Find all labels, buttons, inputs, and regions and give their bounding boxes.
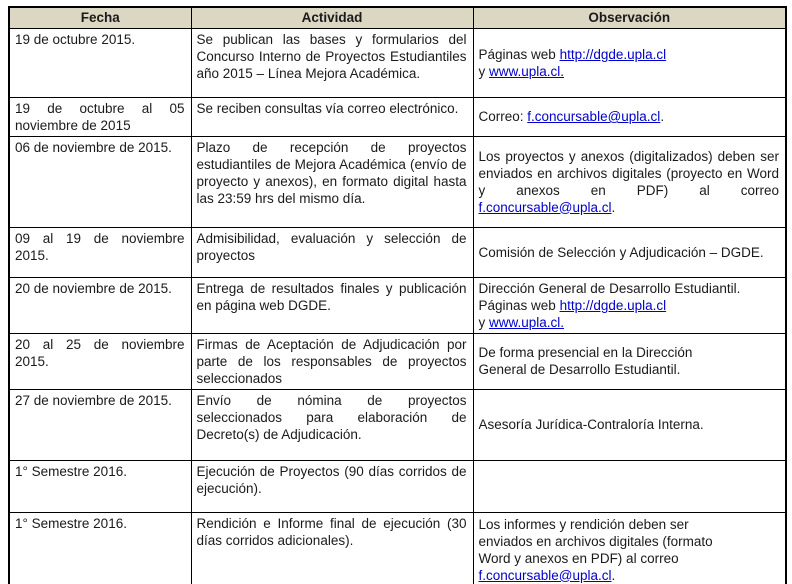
actividad-cell: Admisibilidad, evaluación y selección de proyectos <box>191 227 473 277</box>
actividad-cell: Se publican las bases y formularios del Concurso Interno de Proyectos Estudiantiles año 2015 – Línea Mejora Académica. <box>191 28 473 97</box>
fecha-cell: 1° Semestre 2016. <box>9 512 191 584</box>
column-header-fecha: Fecha <box>9 7 191 28</box>
web-link[interactable]: http://dgde.upla.cl <box>559 297 667 313</box>
text-run: Word y anexos en PDF) al correo <box>478 550 679 566</box>
fecha-cell: 19 de octubre 2015. <box>9 28 191 97</box>
web-link[interactable]: http://dgde.upla.cl <box>559 46 667 62</box>
email-link[interactable]: f.concursable@upla.cl <box>527 109 661 124</box>
table-row <box>9 28 786 97</box>
actividad-cell: Plazo de recepción de proyectos estudiantiles de Mejora Académica (envío de proyecto y anexos), en formato digital hasta las 23:59 hrs del mismo día. <box>191 136 473 227</box>
text-run: Los proyectos y anexos (digitalizados) deben ser enviados en archivos digitales (proyecto en Word y anexos en PDF) al correo <box>478 148 779 198</box>
text-run: Páginas web <box>478 46 560 62</box>
text-run: . <box>660 109 665 124</box>
actividad-cell: Ejecución de Proyectos (90 días corridos de ejecución). <box>191 460 473 512</box>
observacion-cell <box>473 389 786 460</box>
text-run: Asesoría Jurídica-Contraloría Interna. <box>478 417 704 432</box>
observacion-cell <box>473 227 786 277</box>
table-row <box>9 97 786 136</box>
email-link[interactable]: f.concursable@upla.cl <box>478 199 612 215</box>
fecha-cell: 20 al 25 de noviembre 2015. <box>9 333 191 389</box>
column-header-observacion: Observación <box>473 7 786 28</box>
text-run: . <box>611 199 616 215</box>
text-run: y <box>478 63 490 79</box>
fecha-cell: 06 de noviembre de 2015. <box>9 136 191 227</box>
table-row <box>9 460 786 512</box>
table-row <box>9 277 786 333</box>
actividad-cell: Entrega de resultados finales y publicación en página web DGDE. <box>191 277 473 333</box>
table-row <box>9 136 786 227</box>
observacion-cell <box>473 28 786 97</box>
text-run: De forma presencial en la Dirección <box>478 345 693 360</box>
actividad-cell: Se reciben consultas vía correo electrónico. <box>191 97 473 136</box>
observacion-cell <box>473 277 786 333</box>
text-run: Los informes y rendición deben ser <box>478 516 689 532</box>
fecha-cell: 19 de octubre al 05 noviembre de 2015 <box>9 97 191 136</box>
text-run: Correo: <box>478 109 528 124</box>
observacion-cell <box>473 333 786 389</box>
header-row <box>9 7 786 28</box>
text-run: enviados en archivos digitales (formato <box>478 533 713 549</box>
web-link[interactable]: www.upla.cl. <box>489 63 565 79</box>
text-run: Comisión de Selección y Adjudicación – DGDE. <box>478 244 764 260</box>
table-row <box>9 333 786 389</box>
text-run: y <box>478 314 490 330</box>
actividad-cell: Rendición e Informe final de ejecución (30 días corridos adicionales). <box>191 512 473 584</box>
observacion-cell <box>473 460 786 512</box>
fecha-cell: 20 de noviembre de 2015. <box>9 277 191 333</box>
fecha-cell: 1° Semestre 2016. <box>9 460 191 512</box>
fecha-cell: 27 de noviembre de 2015. <box>9 389 191 460</box>
observacion-cell <box>473 97 786 136</box>
schedule-table-body <box>9 28 786 584</box>
table-row <box>9 389 786 460</box>
actividad-cell: Envío de nómina de proyectos seleccionados para elaboración de Decreto(s) de Adjudicación. <box>191 389 473 460</box>
text-run: Páginas web <box>478 297 560 313</box>
column-header-actividad: Actividad <box>191 7 473 28</box>
table-row <box>9 227 786 277</box>
actividad-cell: Firmas de Aceptación de Adjudicación por parte de los responsables de proyectos seleccionados <box>191 333 473 389</box>
text-run: Dirección General de Desarrollo Estudiantil. <box>478 280 741 296</box>
fecha-cell: 09 al 19 de noviembre 2015. <box>9 227 191 277</box>
schedule-table <box>8 6 787 584</box>
text-run: . <box>611 567 616 583</box>
observacion-cell <box>473 512 786 584</box>
web-link[interactable]: www.upla.cl. <box>489 314 565 330</box>
table-row <box>9 512 786 584</box>
text-run: General de Desarrollo Estudiantil. <box>478 362 681 377</box>
email-link[interactable]: f.concursable@upla.cl <box>478 567 612 583</box>
observacion-cell <box>473 136 786 227</box>
